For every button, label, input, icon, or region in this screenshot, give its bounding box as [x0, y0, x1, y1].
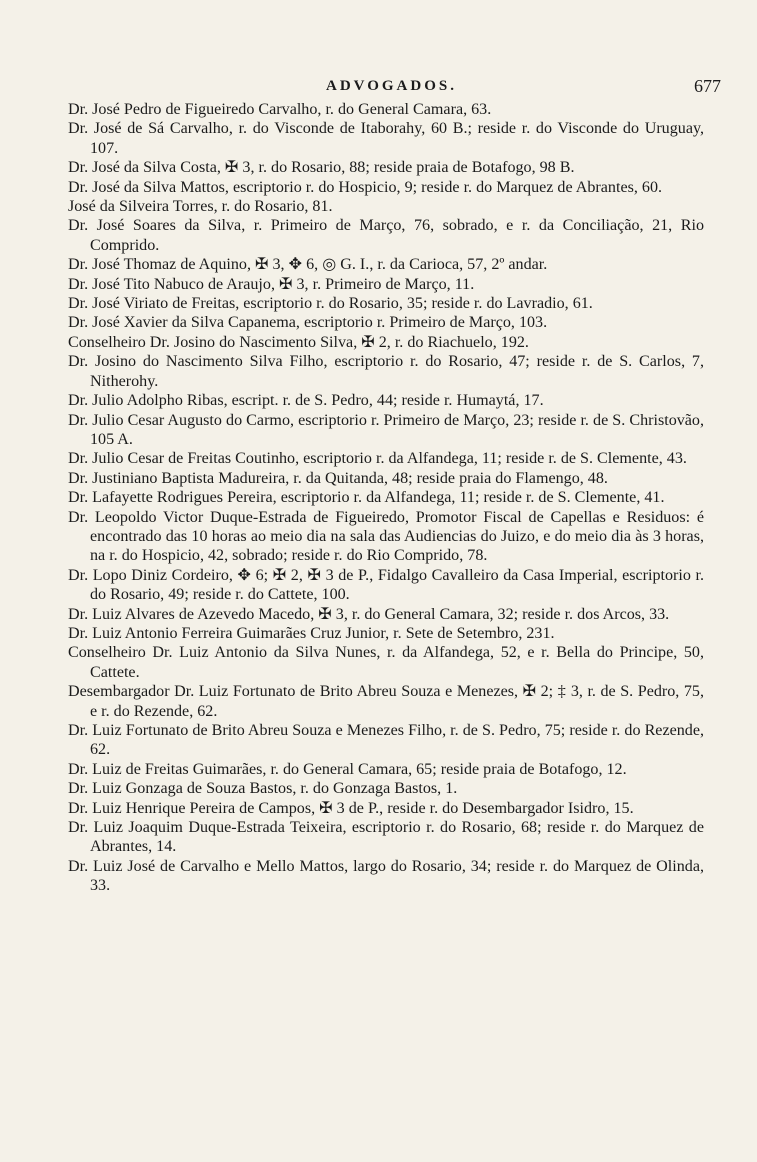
- entry-text: José da Silveira Torres, r. do Rosario, 81.: [68, 198, 333, 216]
- directory-entry: [68, 294, 704, 313]
- directory-entries: [68, 100, 704, 896]
- entry-text: Dr. Julio Cesar de Freitas Coutinho, escriptorio r. da Alfandega, 11; reside r. de S. Clemente, 43.: [68, 450, 687, 468]
- entry-text: Dr. Julio Adolpho Ribas, escript. r. de S. Pedro, 44; reside r. Humaytá, 17.: [68, 392, 544, 410]
- section-title: ADVOGADOS.: [326, 78, 457, 94]
- entry-text: Conselheiro Dr. Luiz Antonio da Silva Nunes, r. da Alfandega, 52, e r. Bella do Principe, 50, Cattete.: [68, 644, 704, 681]
- directory-entry: [68, 799, 704, 818]
- directory-entry: [68, 197, 704, 216]
- directory-entry: [68, 779, 704, 798]
- entry-text: Conselheiro Dr. Josino do Nascimento Silva, ✠ 2, r. do Riachuelo, 192.: [68, 333, 529, 351]
- directory-entry: [68, 682, 704, 721]
- entry-text: Dr. Josino do Nascimento Silva Filho, escriptorio r. do Rosario, 47; reside r. de S. Carlos, 7, Nitherohy.: [68, 353, 704, 390]
- directory-entry: [68, 391, 704, 410]
- entry-text: Dr. Luiz Antonio Ferreira Guimarães Cruz Junior, r. Sete de Setembro, 231.: [68, 624, 555, 642]
- entry-text: Desembargador Dr. Luiz Fortunato de Brito Abreu Souza e Menezes, ✠ 2; ‡ 3, r. de S. Pedro, 75, e r. do Rezende, 62.: [68, 683, 704, 720]
- entry-text: Dr. José Xavier da Silva Capanema, escriptorio r. Primeiro de Março, 103.: [68, 314, 548, 332]
- entry-text: Dr. José Tito Nabuco de Araujo, ✠ 3, r. Primeiro de Março, 11.: [68, 275, 475, 293]
- directory-entry: [68, 255, 704, 274]
- entry-text: Dr. José da Silva Costa, ✠ 3, r. do Rosario, 88; reside praia de Botafogo, 98 B.: [68, 159, 575, 177]
- directory-entry: [68, 275, 704, 294]
- directory-entry: [68, 469, 704, 488]
- directory-entry: [68, 411, 704, 450]
- directory-entry: [68, 508, 704, 566]
- directory-entry: [68, 449, 704, 468]
- directory-entry: [68, 216, 704, 255]
- entry-text: Dr. José Thomaz de Aquino, ✠ 3, ✥ 6, ◎ G. I., r. da Carioca, 57, 2º andar.: [68, 256, 548, 274]
- directory-entry: [68, 488, 704, 507]
- directory-entry: [68, 333, 704, 352]
- directory-entry: [68, 857, 704, 896]
- directory-entry: [68, 158, 704, 177]
- entry-text: Dr. Luiz Henrique Pereira de Campos, ✠ 3 de P., reside r. do Desembargador Isidro, 15.: [68, 799, 634, 817]
- entry-text: Dr. Luiz de Freitas Guimarães, r. do General Camara, 65; reside praia de Botafogo, 12.: [68, 760, 627, 778]
- entry-text: Dr. Luiz Joaquim Duque-Estrada Teixeira, escriptorio r. do Rosario, 68; reside r. do Marquez de Abrantes, 14.: [68, 819, 704, 856]
- running-header: [62, 78, 721, 98]
- page-number: 677: [694, 76, 721, 96]
- entry-text: Dr. Julio Cesar Augusto do Carmo, escriptorio r. Primeiro de Março, 23; reside r. de S. Christovão, 105 A.: [68, 411, 704, 448]
- directory-entry: [68, 624, 704, 643]
- directory-entry: [68, 119, 704, 158]
- entry-text: Dr. Luiz Fortunato de Brito Abreu Souza e Menezes Filho, r. de S. Pedro, 75; reside r. do Rezende, 62.: [68, 722, 704, 759]
- entry-text: Dr. Lafayette Rodrigues Pereira, escriptorio r. da Alfandega, 11; reside r. de S. Clemente, 41.: [68, 489, 665, 507]
- directory-entry: [68, 100, 704, 119]
- directory-entry: [68, 352, 704, 391]
- entry-text: Dr. José Viriato de Freitas, escriptorio r. do Rosario, 35; reside r. do Lavradio, 61.: [68, 295, 593, 313]
- directory-entry: [68, 605, 704, 624]
- entry-text: Dr. Justiniano Baptista Madureira, r. da Quitanda, 48; reside praia do Flamengo, 48.: [68, 469, 608, 487]
- directory-entry: [68, 721, 704, 760]
- directory-entry: [68, 818, 704, 857]
- directory-entry: [68, 566, 704, 605]
- directory-entry: [68, 760, 704, 779]
- entry-text: Dr. Lopo Diniz Cordeiro, ✥ 6; ✠ 2, ✠ 3 de P., Fidalgo Cavalleiro da Casa Imperial, escriptorio r. do Rosario, 49; reside r. do Cattete, 100.: [68, 566, 704, 604]
- directory-entry: [68, 313, 704, 332]
- directory-entry: [68, 643, 704, 682]
- entry-text: Dr. Luiz José de Carvalho e Mello Mattos, largo do Rosario, 34; reside r. do Marquez de Olinda, 33.: [68, 857, 704, 895]
- entry-text: Dr. José Soares da Silva, r. Primeiro de Março, 76, sobrado, e r. da Conciliação, 21, Rio Comprido.: [68, 217, 704, 254]
- entry-text: Dr. Luiz Gonzaga de Souza Bastos, r. do Gonzaga Bastos, 1.: [68, 780, 458, 798]
- entry-text: Dr. Leopoldo Victor Duque-Estrada de Figueiredo, Promotor Fiscal de Capellas e Residuos: é encontrado das 10 horas ao meio dia na sala das Audiencias do Juizo, e do meio dia às 3 horas, na r. do Hospicio, 42, sobrado; reside r. do Rio Comprido, 78.: [68, 508, 704, 565]
- entry-text: Dr. José de Sá Carvalho, r. do Visconde de Itaborahy, 60 B.; reside r. do Visconde do Uruguay, 107.: [68, 120, 704, 157]
- directory-entry: [68, 178, 704, 197]
- entry-text: Dr. Luiz Alvares de Azevedo Macedo, ✠ 3, r. do General Camara, 32; reside r. dos Arcos, 33.: [68, 605, 670, 623]
- entry-text: Dr. José da Silva Mattos, escriptorio r. do Hospicio, 9; reside r. do Marquez de Abrantes, 60.: [68, 178, 663, 196]
- entry-text: Dr. José Pedro de Figueiredo Carvalho, r. do General Camara, 63.: [68, 101, 492, 118]
